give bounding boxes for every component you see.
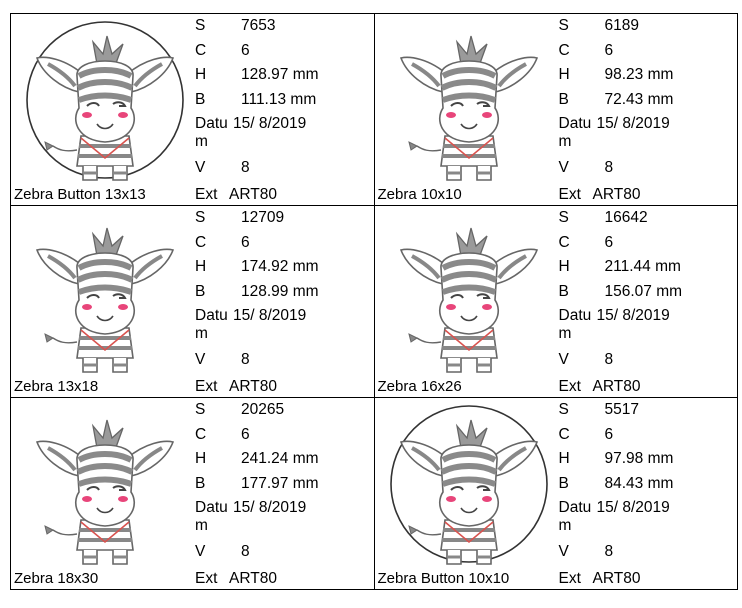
height-value: 174.92 mm	[241, 258, 319, 275]
date-value: 15/ 8/2019	[233, 499, 307, 516]
stitch-count-value: 5517	[604, 401, 639, 418]
color-count-label: C	[558, 41, 570, 59]
format-label: Ext	[195, 378, 218, 395]
zebra-figure	[37, 36, 173, 180]
width-value: 84.43 mm	[604, 474, 674, 492]
design-name: Zebra 16x26	[377, 378, 462, 395]
version-value: 8	[604, 351, 614, 368]
format-value: ART80	[229, 186, 277, 203]
stitch-count-label: S	[195, 401, 206, 418]
format-value: ART80	[592, 186, 641, 203]
format-label: Ext	[195, 186, 218, 203]
format-label: Ext	[195, 570, 218, 587]
date-value: 15/ 8/2019	[233, 115, 307, 132]
color-count-value: 6	[604, 233, 614, 251]
height-value: 128.97 mm	[241, 66, 319, 83]
date-value: 15/ 8/2019	[596, 115, 670, 132]
zebra-figure	[401, 420, 537, 564]
stitch-count-value: 12709	[241, 209, 285, 226]
date-row	[195, 499, 371, 543]
color-count-label: C	[195, 425, 207, 443]
stitch-count-value: 7653	[241, 17, 276, 34]
width-value: 128.99 mm	[241, 282, 319, 300]
format-label: Ext	[558, 186, 581, 203]
format-value: ART80	[229, 378, 277, 395]
height-row	[195, 66, 371, 91]
height-label: H	[195, 258, 207, 275]
date-label: Datum	[558, 307, 592, 342]
format-label: Ext	[558, 570, 581, 587]
design-specs	[195, 209, 371, 376]
width-row	[559, 91, 735, 116]
height-label: H	[195, 66, 207, 83]
color-count-row	[559, 42, 735, 67]
version-label: V	[558, 159, 569, 176]
version-value: 8	[604, 159, 614, 176]
sheet-row	[11, 206, 738, 398]
height-row	[559, 66, 735, 91]
design-cell	[374, 14, 738, 206]
height-row	[559, 258, 735, 283]
version-row	[559, 351, 735, 376]
design-cell	[11, 14, 375, 206]
date-label: Datum	[558, 115, 592, 150]
color-count-value: 6	[241, 425, 250, 443]
color-count-value: 6	[604, 425, 614, 443]
design-cell	[374, 398, 738, 590]
zebra-embroidery-image	[379, 18, 559, 182]
stitch-count-value: 20265	[241, 401, 285, 418]
date-row	[195, 115, 371, 159]
zebra-figure	[37, 420, 173, 564]
version-row	[195, 543, 371, 568]
version-label: V	[195, 543, 206, 560]
format-row	[559, 186, 641, 204]
color-count-row	[195, 426, 371, 451]
zebra-embroidery-image	[15, 210, 195, 374]
stitch-count-row	[195, 17, 371, 42]
zebra-figure	[401, 36, 537, 180]
color-count-label: C	[558, 425, 570, 443]
design-specs	[195, 17, 371, 184]
design-specs	[559, 401, 735, 568]
design-cell	[11, 206, 375, 398]
zebra-figure	[401, 228, 537, 372]
stitch-count-row	[195, 209, 371, 234]
sheet-row	[11, 398, 738, 590]
width-row	[559, 475, 735, 500]
width-label: B	[558, 90, 569, 108]
color-count-value: 6	[241, 41, 250, 59]
stitch-count-row	[559, 17, 735, 42]
color-count-label: C	[558, 233, 570, 251]
height-row	[559, 450, 735, 475]
version-value: 8	[241, 159, 250, 176]
format-row	[195, 570, 277, 588]
date-label: Datum	[195, 499, 228, 534]
date-value: 15/ 8/2019	[596, 499, 670, 516]
version-row	[195, 159, 371, 184]
width-value: 156.07 mm	[604, 282, 683, 300]
design-specs	[195, 401, 371, 568]
design-cell	[374, 206, 738, 398]
width-label: B	[195, 282, 206, 300]
height-row	[195, 450, 371, 475]
width-label: B	[195, 90, 206, 108]
version-row	[195, 351, 371, 376]
width-row	[195, 475, 371, 500]
height-row	[195, 258, 371, 283]
date-label: Datum	[195, 307, 228, 342]
color-count-row	[195, 234, 371, 259]
format-value: ART80	[592, 570, 641, 587]
height-value: 98.23 mm	[604, 66, 674, 83]
stitch-count-row	[195, 401, 371, 426]
height-label: H	[558, 258, 570, 275]
stitch-count-label: S	[195, 209, 206, 226]
color-count-label: C	[195, 41, 207, 59]
stitch-count-value: 16642	[604, 209, 648, 226]
height-value: 211.44 mm	[604, 258, 681, 275]
date-row	[559, 115, 735, 159]
version-label: V	[558, 543, 569, 560]
version-value: 8	[604, 543, 614, 560]
design-specs	[559, 17, 735, 184]
width-label: B	[195, 474, 206, 492]
version-value: 8	[241, 351, 250, 368]
sheet-row	[11, 14, 738, 206]
zebra-figure	[37, 228, 173, 372]
design-specs	[559, 209, 735, 376]
design-name: Zebra 18x30	[14, 570, 99, 587]
format-row	[559, 570, 641, 588]
color-count-row	[559, 426, 735, 451]
format-row	[195, 378, 277, 396]
height-label: H	[195, 450, 207, 467]
version-row	[559, 159, 735, 184]
date-row	[195, 307, 371, 351]
width-label: B	[558, 474, 569, 492]
date-row	[559, 499, 735, 543]
date-value: 15/ 8/2019	[233, 307, 307, 324]
color-count-label: C	[195, 233, 207, 251]
zebra-embroidery-image	[15, 18, 195, 182]
stitch-count-label: S	[558, 209, 569, 226]
color-count-value: 6	[241, 233, 250, 251]
design-name: Zebra Button 13x13	[14, 186, 146, 203]
stitch-count-row	[559, 209, 735, 234]
stitch-count-label: S	[195, 17, 206, 34]
height-label: H	[558, 450, 570, 467]
version-label: V	[195, 159, 206, 176]
stitch-count-label: S	[558, 401, 569, 418]
design-name: Zebra 13x18	[14, 378, 99, 395]
zebra-embroidery-image	[379, 402, 559, 566]
date-label: Datum	[558, 499, 592, 534]
width-value: 111.13 mm	[241, 90, 317, 108]
format-label: Ext	[558, 378, 581, 395]
width-value: 72.43 mm	[604, 90, 674, 108]
version-value: 8	[241, 543, 250, 560]
format-value: ART80	[229, 570, 277, 587]
version-label: V	[195, 351, 206, 368]
version-row	[559, 543, 735, 568]
format-row	[195, 186, 277, 204]
design-name: Zebra Button 10x10	[377, 570, 510, 587]
color-count-value: 6	[604, 41, 614, 59]
color-count-row	[559, 234, 735, 259]
width-row	[195, 283, 371, 308]
color-count-row	[195, 42, 371, 67]
width-row	[559, 283, 735, 308]
design-cell	[11, 398, 375, 590]
zebra-embroidery-image	[15, 402, 195, 566]
format-value: ART80	[592, 378, 641, 395]
height-label: H	[558, 66, 570, 83]
height-value: 97.98 mm	[604, 450, 674, 467]
stitch-count-label: S	[558, 17, 569, 34]
stitch-count-value: 6189	[604, 17, 639, 34]
height-value: 241.24 mm	[241, 450, 319, 467]
width-row	[195, 91, 371, 116]
width-value: 177.97 mm	[241, 474, 319, 492]
design-sheet	[10, 13, 738, 590]
format-row	[559, 378, 641, 396]
date-row	[559, 307, 735, 351]
stitch-count-row	[559, 401, 735, 426]
date-value: 15/ 8/2019	[596, 307, 670, 324]
date-label: Datum	[195, 115, 228, 150]
zebra-embroidery-image	[379, 210, 559, 374]
design-name: Zebra 10x10	[377, 186, 462, 203]
width-label: B	[558, 282, 569, 300]
version-label: V	[558, 351, 569, 368]
